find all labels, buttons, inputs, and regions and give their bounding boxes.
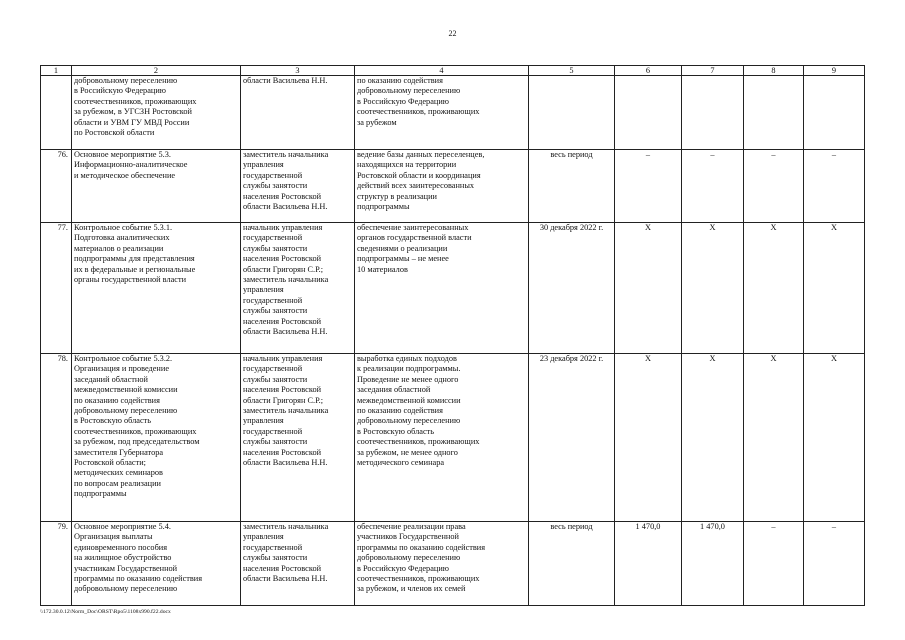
event-name: Основное мероприятие 5.3. Информационно-аналитическое и методическое обеспечение [72, 150, 241, 223]
deadline: весь период [529, 150, 615, 223]
value-col-6: 1 470,0 [615, 522, 682, 606]
value-col-6: Х [615, 354, 682, 522]
expected-result: выработка единых подходов к реализации подпрограммы. Проведение не менее одного заседания областной межведомственной комиссии по оказанию содействия добровольному переселению в Ростовскую область соотечественников, проживающих за рубежом, не менее одного методического семинара [355, 354, 529, 522]
deadline: 23 декабря 2022 г. [529, 354, 615, 522]
value-col-7: 1 470,0 [682, 522, 744, 606]
row-number [41, 76, 72, 150]
executor: заместитель начальника управления государственной службы занятости населения Ростовской области Васильева Н.Н. [241, 150, 355, 223]
table-row [41, 223, 865, 354]
value-col-6: – [615, 150, 682, 223]
col-header-8: 8 [744, 66, 804, 76]
document-table [40, 65, 865, 606]
table-row [41, 522, 865, 606]
table-row [41, 150, 865, 223]
event-name: Контрольное событие 5.3.1. Подготовка аналитических материалов о реализации подпрограммы для представления их в федеральные и региональные органы государственной власти [72, 223, 241, 354]
row-number: 79. [41, 522, 72, 606]
event-name: добровольному переселению в Российскую Федерацию соотечественников, проживающих за рубежом, в УГСЗН Ростовской области и УВМ ГУ МВД России по Ростовской области [72, 76, 241, 150]
value-col-6 [615, 76, 682, 150]
value-col-8: – [744, 150, 804, 223]
col-header-9: 9 [804, 66, 865, 76]
value-col-7 [682, 76, 744, 150]
expected-result: обеспечение заинтересованных органов государственной власти сведениями о реализации подпрограммы – не менее 10 материалов [355, 223, 529, 354]
event-name: Контрольное событие 5.3.2. Организация и проведение заседаний областной межведомственной комиссии по оказанию содействия добровольному переселению в Ростовскую область соотечественников, проживающих за рубежом, под председательством заместителя Губернатора Ростовской области; методических семинаров по вопросам реализации подпрограммы [72, 354, 241, 522]
document-file-path: \\172.30.0.12\Norm_Doc\ORST\Rpo5\1108x990.f22.docx [40, 609, 171, 615]
col-header-5: 5 [529, 66, 615, 76]
value-col-9: Х [804, 223, 865, 354]
col-header-7: 7 [682, 66, 744, 76]
executor: заместитель начальника управления государственной службы занятости населения Ростовской области Васильева Н.Н. [241, 522, 355, 606]
value-col-9: – [804, 522, 865, 606]
expected-result: по оказанию содействия добровольному переселению в Российскую Федерацию соотечественников, проживающих за рубежом [355, 76, 529, 150]
value-col-7: – [682, 150, 744, 223]
col-header-2: 2 [72, 66, 241, 76]
table-row [41, 354, 865, 522]
value-col-7: Х [682, 354, 744, 522]
deadline: весь период [529, 522, 615, 606]
col-header-4: 4 [355, 66, 529, 76]
value-col-6: Х [615, 223, 682, 354]
row-number: 76. [41, 150, 72, 223]
event-name: Основное мероприятие 5.4. Организация выплаты единовременного пособия на жилищное обустройство участникам Государственной программы по оказанию содействия добровольному переселению [72, 522, 241, 606]
value-col-9 [804, 76, 865, 150]
executor: начальник управления государственной службы занятости населения Ростовской области Григорян С.Р.; заместитель начальника управления государственной службы занятости населения Ростовской области Васильева Н.Н. [241, 223, 355, 354]
page-number: 22 [448, 29, 457, 38]
value-col-8: – [744, 522, 804, 606]
value-col-8: Х [744, 354, 804, 522]
col-header-3: 3 [241, 66, 355, 76]
table-row [41, 76, 865, 150]
value-col-8 [744, 76, 804, 150]
expected-result: обеспечение реализации права участников Государственной программы по оказанию содействия добровольному переселению в Российскую Федерацию соотечественников, проживающих за рубежом, и членов их семей [355, 522, 529, 606]
value-col-7: Х [682, 223, 744, 354]
col-header-1: 1 [41, 66, 72, 76]
expected-result: ведение базы данных переселенцев, находящихся на территории Ростовской области и координация действий всех заинтересованных структур в реализации подпрограммы [355, 150, 529, 223]
row-number: 78. [41, 354, 72, 522]
value-col-9: – [804, 150, 865, 223]
executor: области Васильева Н.Н. [241, 76, 355, 150]
deadline [529, 76, 615, 150]
value-col-9: Х [804, 354, 865, 522]
executor: начальник управления государственной службы занятости населения Ростовской области Григорян С.Р.; заместитель начальника управления государственной службы занятости населения Ростовской области Васильева Н.Н. [241, 354, 355, 522]
header-row [41, 66, 865, 76]
col-header-6: 6 [615, 66, 682, 76]
deadline: 30 декабря 2022 г. [529, 223, 615, 354]
row-number: 77. [41, 223, 72, 354]
value-col-8: Х [744, 223, 804, 354]
